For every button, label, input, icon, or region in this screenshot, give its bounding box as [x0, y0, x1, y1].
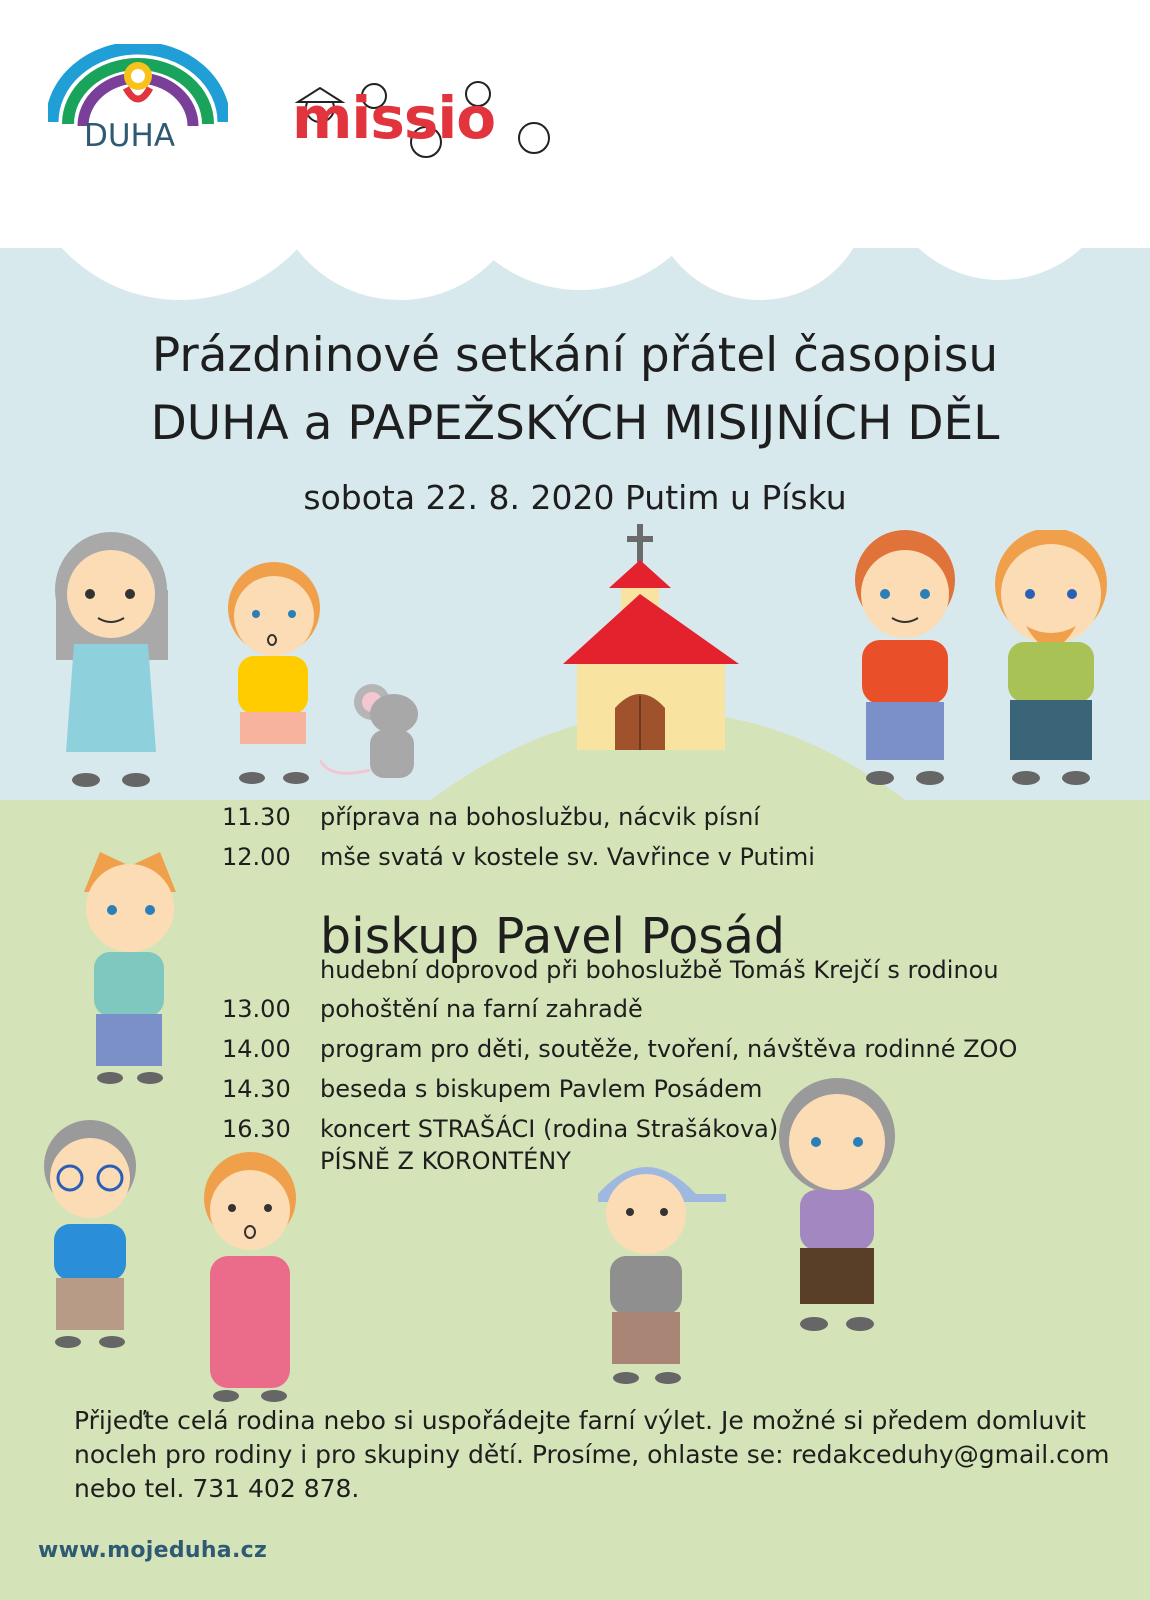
girl-pink-character [180, 1152, 320, 1402]
program-time-1: 11.30 [222, 803, 291, 831]
footer-line-2: nocleh pro rodiny i pro skupiny dětí. Prosíme, ohlaste se: redakceduhy@gmail.com [74, 1440, 1110, 1469]
mouse-character [320, 680, 440, 790]
program-item-6: beseda s biskupem Pavlem Posádem [320, 1075, 763, 1103]
program-item-7: koncert STRAŠÁCI (rodina Strašákova) [320, 1115, 779, 1143]
boy-cap-character [586, 1150, 726, 1390]
footer-line-1: Přijeďte celá rodina nebo si uspořádejte farní výlet. Je možné si předem domluvit [74, 1406, 1086, 1435]
duha-logo-text: DUHA [84, 118, 176, 154]
program-item-5: program pro děti, soutěže, tvoření, návštěva rodinné ZOO [320, 1035, 1018, 1063]
boy-teal-character [70, 852, 190, 1092]
program-item-4: pohoštění na farní zahradě [320, 995, 643, 1023]
program-item-8: PÍSNĚ Z KORONTÉNY [320, 1147, 571, 1175]
footer-line-3: nebo tel. 731 402 878. [74, 1474, 360, 1503]
title-line-1: Prázdninové setkání přátel časopisu [151, 328, 999, 383]
title-line-2: DUHA a PAPEŽSKÝCH MISIJNÍCH DĚL [150, 396, 1000, 451]
grandma-character [46, 532, 176, 787]
program-time-5: 14.00 [222, 1035, 291, 1063]
program-item-3: hudební doprovod při bohoslužbě Tomáš Krejčí s rodinou [320, 956, 999, 984]
man-bearded-character [986, 530, 1116, 790]
program-item-2: mše svatá v kostele sv. Vavřince v Putimi [320, 843, 815, 871]
program-item-1: příprava na bohoslužbu, nácvik písní [320, 803, 760, 831]
program-time-2: 12.00 [222, 843, 291, 871]
church-icon [563, 524, 743, 754]
footer-text [74, 1404, 1114, 1506]
date-place: sobota 22. 8. 2020 Putim u Písku [303, 478, 847, 517]
program-time-4: 13.00 [222, 995, 291, 1023]
grandpa-character [772, 1076, 902, 1336]
website-link[interactable]: www.mojeduha.cz [38, 1538, 268, 1563]
missio-logo-text: missio [292, 84, 496, 152]
boy-orange-character [840, 530, 970, 790]
program-time-7: 16.30 [222, 1115, 291, 1143]
boy-glasses-character [24, 1120, 154, 1360]
bishop-name: biskup Pavel Posád [320, 908, 785, 965]
program-time-6: 14.30 [222, 1075, 291, 1103]
girl-yellow-character [214, 560, 334, 790]
